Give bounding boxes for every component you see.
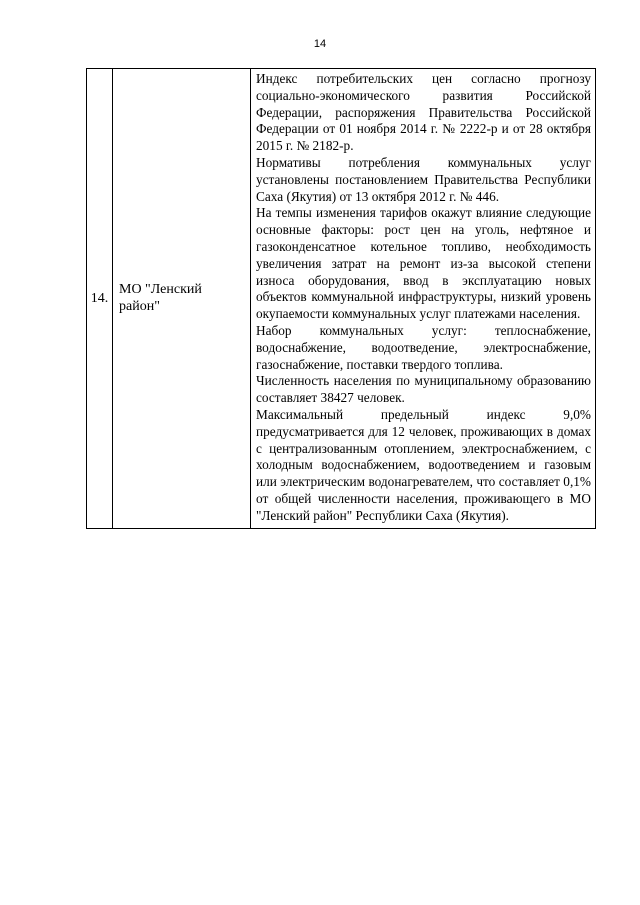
row-number-cell: [87, 69, 113, 529]
table-row: [87, 69, 596, 529]
paragraph-max-index: Максимальный предельный индекс 9,0% предусматривается для 12 человек, проживающих в домах с централизованным отоплением, электроснабжением, с холодным водоснабжением, водоотведением и газовым или электрическим водонагревателем, что составляет 0,1% от общей численности населения, проживающего в МО "Ленский район" Республики Саха (Якутия).: [256, 406, 591, 523]
page-number: 14: [313, 38, 327, 50]
description-cell: [251, 69, 596, 529]
municipality-cell: [113, 69, 251, 529]
paragraph-consumption-norms: Нормативы потребления коммунальных услуг установлены постановлением Правительства Республики Саха (Якутия) от 13 октября 2012 г. № 446.: [256, 154, 591, 204]
row-number: 14.: [90, 290, 109, 306]
paragraph-service-set: Набор коммунальных услуг: теплоснабжение, водоснабжение, водоотведение, электроснабжение, газоснабжение, поставки твердого топлива.: [256, 322, 591, 372]
tariff-table: [86, 68, 596, 529]
paragraph-price-index: Индекс потребительских цен согласно прогнозу социально-экономического развития Российской Федерации, распоряжения Правительства Российской Федерации от 01 ноября 2014 г. № 2222-р и от 28 октября 2015 г. № 2182-р.: [256, 71, 591, 154]
paragraph-population: Численность населения по муниципальному образованию составляет 38427 человек.: [256, 373, 591, 406]
municipality-name: МО "Ленский район": [119, 282, 202, 315]
paragraph-tariff-factors: На темпы изменения тарифов окажут влияние следующие основные факторы: рост цен на уголь, нефтяное и газоконденсатное котельное топливо, необходимость увеличения затрат на ремонт из-за высокой степени износа оборудования, ввод в эксплуатацию новых объектов коммунальной инфраструктуры, низкий уровень окупаемости коммунальных услуг платежами населения.: [256, 205, 591, 322]
